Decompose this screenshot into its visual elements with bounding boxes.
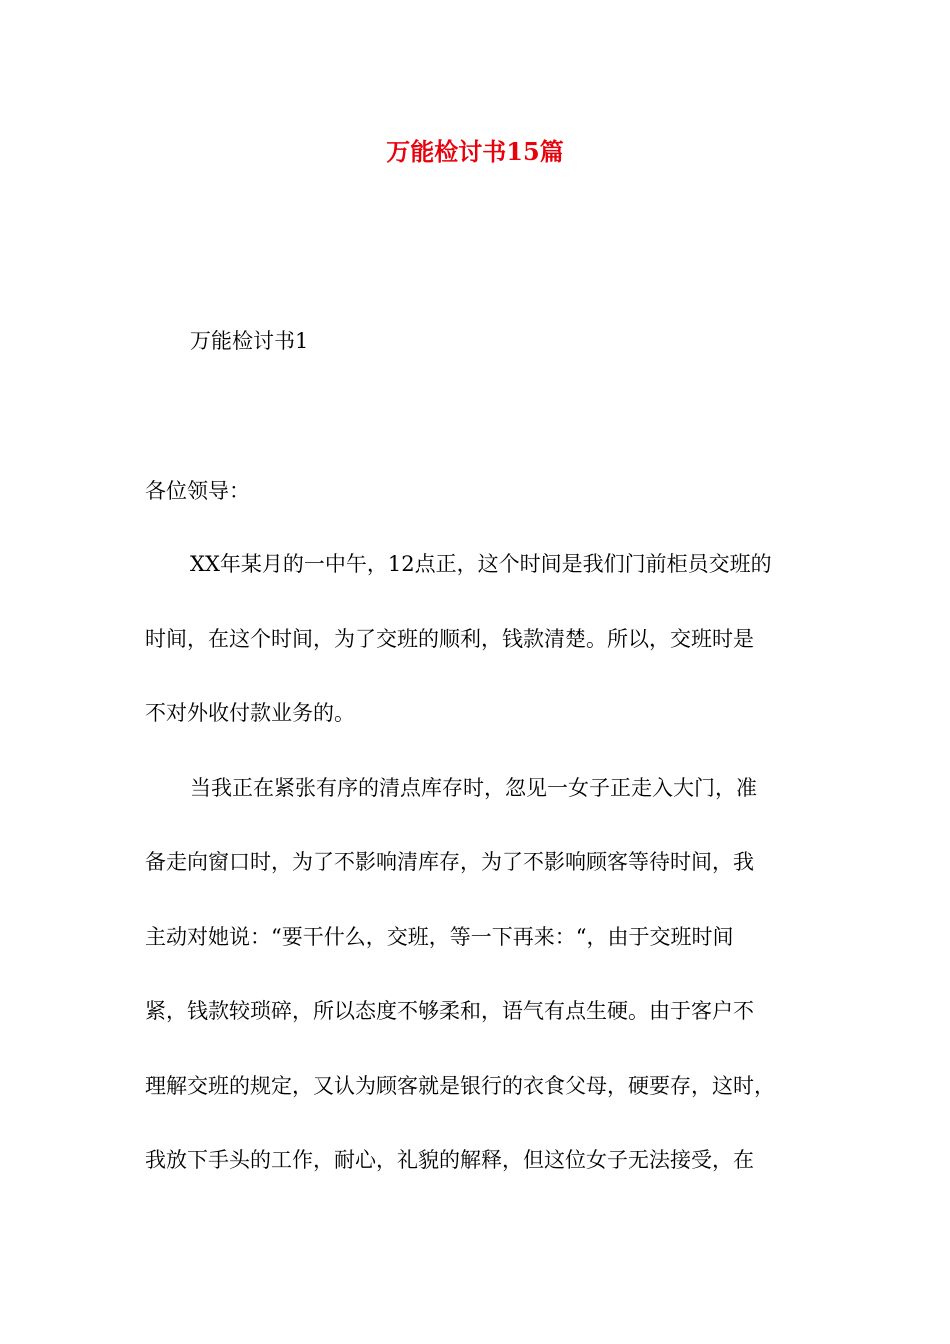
- paragraph-2-line-5: 理解交班的规定，又认为顾客就是银行的衣食父母，硬要存，这时，: [145, 1074, 775, 1098]
- paragraph-1-line-1: XX年某月的一中午，12点正，这个时间是我们门前柜员交班的: [190, 552, 772, 576]
- paragraph-2-line-2: 备走向窗口时，为了不影响清库存，为了不影响顾客等待时间，我: [145, 850, 754, 874]
- paragraph-2-line-4: 紧，钱款较琐碎，所以态度不够柔和，语气有点生硬。由于客户不: [145, 999, 754, 1023]
- section-heading: 万能检讨书1: [190, 329, 309, 353]
- paragraph-2-line-6: 我放下手头的工作，耐心，礼貌的解释，但这位女子无法接受，在: [145, 1148, 754, 1172]
- paragraph-1-line-2: 时间，在这个时间，为了交班的顺利，钱款清楚。所以，交班时是: [145, 627, 754, 651]
- document-title: 万能检讨书15篇: [386, 137, 564, 166]
- paragraph-1-line-3: 不对外收付款业务的。: [145, 701, 355, 725]
- paragraph-2-line-3: 主动对她说：“要干什么，交班，等一下再来：“，由于交班时间: [145, 925, 734, 949]
- paragraph-2-line-1: 当我正在紧张有序的清点库存时，忽见一女子正走入大门，准: [190, 776, 757, 800]
- salutation: 各位领导：: [145, 479, 250, 503]
